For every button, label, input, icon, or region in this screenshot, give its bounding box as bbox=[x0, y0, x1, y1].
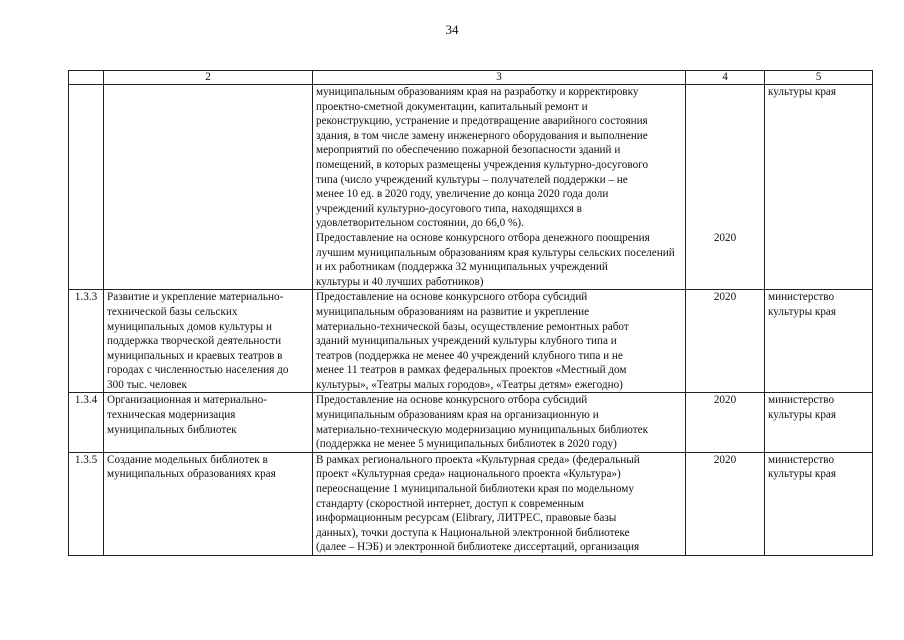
measures-table bbox=[68, 70, 873, 556]
measure-year: 2020 bbox=[686, 290, 765, 393]
header-col-4: 4 bbox=[686, 71, 765, 85]
measure-executor: министерство культуры края bbox=[765, 290, 873, 393]
measure-name: Создание модельных библиотек в муниципальных образованиях края bbox=[104, 452, 313, 555]
table-header-row bbox=[69, 71, 873, 85]
header-col-1 bbox=[69, 71, 104, 85]
measure-description: Предоставление на основе конкурсного отбора субсидий муниципальным образованиям края на организационную и материально-техническую модернизацию муниципальных библиотек (поддержка не менее 5 муниципальных библиотек в 2020 году) bbox=[313, 393, 686, 452]
measure-description: В рамках регионального проекта «Культурная среда» (федеральный проект «Культурная среда» национального проекта «Культура») переоснащение 1 муниципальной библиотеки края по модельному стандарту (скоростной интернет, доступ к современным информационным ресурсам (Elibrary, ЛИТРЕС, правовые базы данных), точки доступа к Национальной электронной библиотеке (далее – НЭБ) и электронной библиотеке диссертаций, организация bbox=[313, 452, 686, 555]
header-col-3: 3 bbox=[313, 71, 686, 85]
measure-name: Развитие и укрепление материально- технической базы сельских муниципальных домов культуры и поддержка творческой деятельности муниципальных и краевых театров в городах с численностью населения до 300 тыс. человек bbox=[104, 290, 313, 393]
table-row bbox=[69, 452, 873, 555]
measure-description-continued: Предоставление на основе конкурсного отбора денежного поощрения лучшим муниципальным образованиям края культуры сельских поселений и их работникам (поддержка 32 муниципальных учреждений культуры и 40 лучших работников) bbox=[316, 231, 675, 288]
measure-description-cell bbox=[313, 85, 686, 290]
measure-executor: министерство культуры края bbox=[765, 393, 873, 452]
table-row bbox=[69, 393, 873, 452]
year-cell bbox=[686, 85, 765, 290]
table-row bbox=[69, 290, 873, 393]
measure-year: 2020 bbox=[713, 232, 737, 244]
measure-year: 2020 bbox=[686, 452, 765, 555]
row-number: 1.3.5 bbox=[69, 452, 104, 555]
measure-name: Организационная и материально- техническая модернизация муниципальных библиотек bbox=[104, 393, 313, 452]
page-number: 34 bbox=[445, 22, 459, 37]
table-row bbox=[69, 85, 873, 290]
measure-description: муниципальным образованиям края на разработку и корректировку проектно-сметной документации, капитальный ремонт и реконструкцию, устранение и предотвращение аварийного состояния здания, в том числе замену инженерного оборудования и выполнение мероприятий по обеспечению пожарной безопасности зданий и помещений, в которых размещены учреждения культурно-досугового типа (число учреждений культуры – получателей поддержки – не менее 10 ед. в 2020 году, увеличение до конца 2020 года доли учреждений культурно-досугового типа, находящихся в удовлетворительном состоянии, до 66,0 %). bbox=[316, 86, 649, 230]
measure-year: 2020 bbox=[686, 393, 765, 452]
row-number: 1.3.3 bbox=[69, 290, 104, 393]
measure-description: Предоставление на основе конкурсного отбора субсидий муниципальным образованиям на развитие и укрепление материально-технической базы, осуществление ремонтных работ зданий муниципальных учреждений культуры клубного типа и театров (поддержка не менее 40 учреждений клубного типа и не менее 11 театров в рамках федеральных проектов «Местный дом культуры», «Театры малых городов», «Театры детям» ежегодно) bbox=[313, 290, 686, 393]
measure-name bbox=[104, 85, 313, 290]
row-number: 1.3.4 bbox=[69, 393, 104, 452]
measure-executor: министерство культуры края bbox=[765, 452, 873, 555]
measure-executor: культуры края bbox=[765, 85, 873, 290]
header-col-5: 5 bbox=[765, 71, 873, 85]
header-col-2: 2 bbox=[104, 71, 313, 85]
row-number bbox=[69, 85, 104, 290]
